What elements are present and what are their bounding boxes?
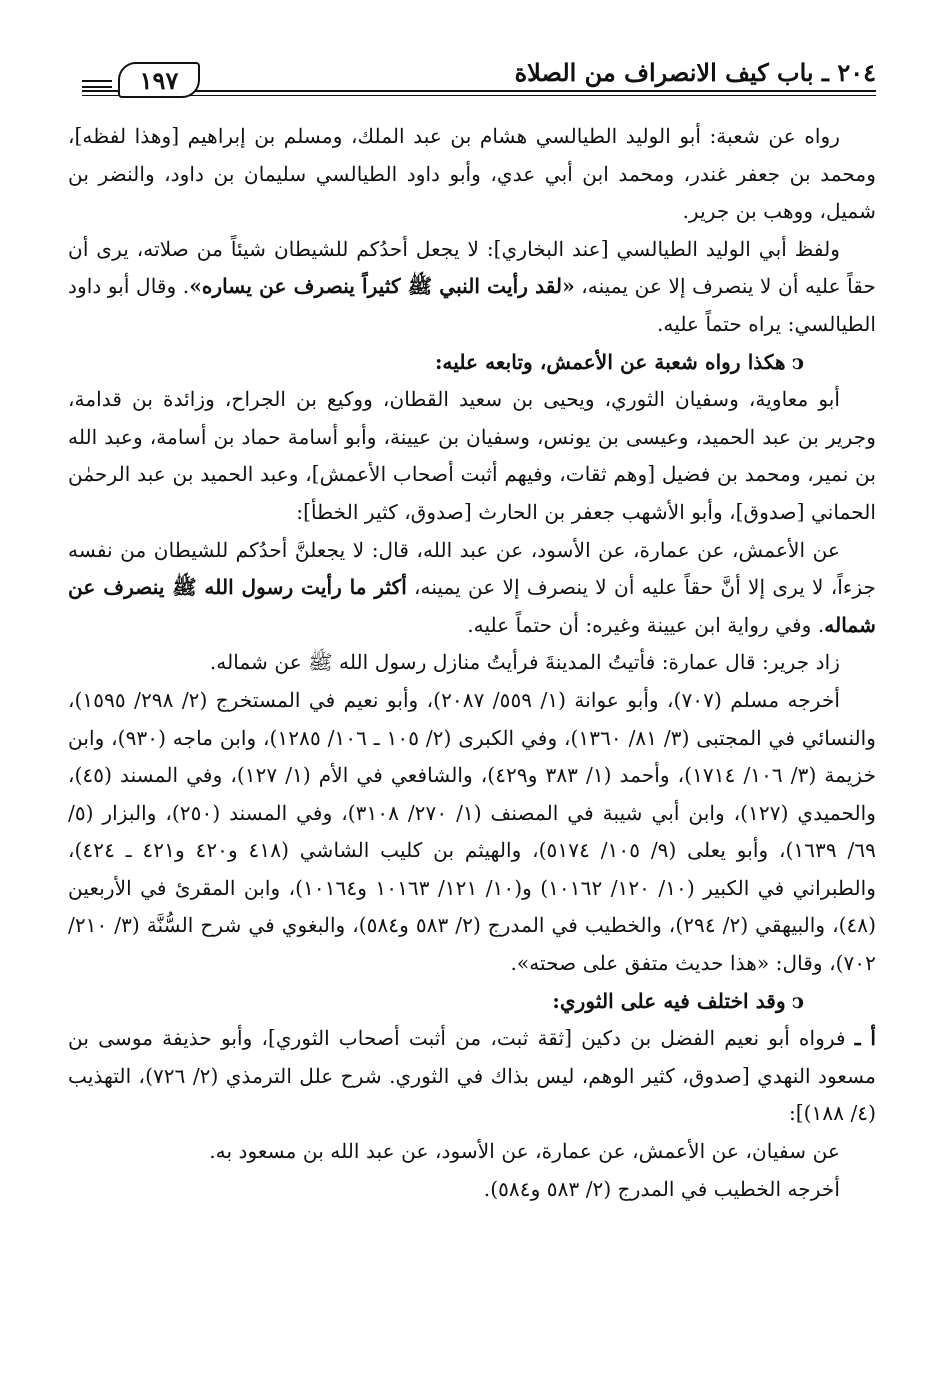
paragraph: أبو معاوية، وسفيان الثوري، ويحيى بن سعيد القطان، ووكيع بن الجراح، وزائدة بن قدامة، وجرير بن عبد الحميد، وعيسى بن يونس، وسفيان بن عيينة، وأبو أسامة حماد بن أسامة، وعبد الله بن نمير، ومحمد بن فضيل [وهم ثقات، وفيهم أثبت أصحاب الأعمش]، وعبد الحميد بن عبد الرحمٰن الحماني [صدوق]، وأبو الأشهب جعفر بن الحارث [صدوق، كثير الخطأ]: [68, 387, 876, 524]
bullet-icon: ↄ [791, 988, 804, 1013]
text-run: . وفي رواية ابن عيينة وغيره: أن حتماً عليه. [467, 612, 825, 637]
paragraph: زاد جرير: قال عمارة: فأتيتُ المدينةَ فرأيتُ منازل رسول الله ﷺ عن شماله. [209, 650, 840, 675]
paragraph [68, 1020, 876, 1133]
text-run: ولفظ أبي الوليد الطيالسي [عند البخاري]: لا يجعل أحدُكم للشيطان شيئاً من صلاته، يرى أن حقاً عليه أن لا ينصرف إلا عن يمينه، [68, 236, 876, 299]
paragraph [68, 231, 876, 344]
section-heading [68, 344, 876, 382]
ornament-line [82, 80, 112, 82]
item-label: أ ـ [854, 1026, 876, 1051]
text-run: فرواه أبو نعيم الفضل بن دكين [ثقة ثبت، من أثبت أصحاب الثوري]، وأبو حذيفة موسى بن مسعود النهدي [صدوق، كثير الوهم، ليس بذاك في الثوري. شرح علل الترمذي (٢/ ٧٢٦)، التهذيب (٤/ ١٨٨)]: [68, 1026, 876, 1126]
hadith-quote: أكثر ما رأيت رسول الله ﷺ ينصرف عن شماله [68, 575, 876, 637]
hadith-quote: «لقد رأيت النبي ﷺ كثيراً ينصرف عن يساره» [189, 274, 575, 299]
paragraph: رواه عن شعبة: أبو الوليد الطيالسي هشام بن عبد الملك، ومسلم بن إبراهيم [وهذا لفظه]، ومحمد بن جعفر غندر، ومحمد ابن أبي عدي، وأبو داود الطيالسي سليمان بن داود، والنضر بن شميل، ووهب بن جرير. [68, 124, 876, 224]
takhrij-paragraph: أخرجه مسلم (٧٠٧)، وأبو عوانة (١/ ٥٥٩/ ٢٠٨٧)، وأبو نعيم في المستخرج (٢/ ٢٩٨/ ١٥٩٥)، والنسائي في المجتبى (٣/ ٨١/ ١٣٦٠)، وفي الكبرى (٢/ ١٠٥ ـ ١٠٦/ ١٢٨٥)، وابن ماجه (٩٣٠)، وابن خزيمة (٣/ ١٠٦/ ١٧١٤)، وأحمد (١/ ٣٨٣ و٤٢٩)، والشافعي في الأم (١/ ١٢٧)، وفي المسند (٤٥)، والحميدي (١٢٧)، وابن أبي شيبة في المصنف (١/ ٢٧٠/ ٣١٠٨)، وفي المسند (٢٥٠)، والبزار (٥/ ٦٩/ ١٦٣٩)، وأبو يعلى (٩/ ١٠٥/ ٥١٧٤)، والهيثم بن كليب الشاشي (٤١٨ و٤٢٠ و٤٢١ ـ ٤٢٤)، والطبراني في الكبير (١٠/ ١٢٠/ ١٠١٦٢) و(١٠/ ١٢١/ ١٠١٦٣ و١٠١٦٤)، وابن المقرئ في الأربعين (٤٨)، والبيهقي (٢/ ٢٩٤)، والخطيب في المدرج (٢/ ٥٨٣ و٥٨٤)، والبغوي في شرح السُّنَّة (٣/ ٢١٠/ ٧٠٢)، وقال: «هذا حديث متفق على صحته». [68, 687, 877, 976]
page-number: ١٩٧ [118, 62, 200, 98]
page-header [82, 58, 876, 98]
heading-text: وقد اختلف فيه على الثوري: [552, 988, 786, 1013]
heading-text: هكذا رواه شعبة عن الأعمش، وتابعه عليه: [434, 349, 786, 374]
section-heading [68, 983, 876, 1021]
paragraph [68, 532, 876, 645]
paragraph: أخرجه الخطيب في المدرج (٢/ ٥٨٣ و٥٨٤). [483, 1176, 840, 1201]
page-number-box [82, 62, 232, 102]
chapter-title: ٢٠٤ ـ باب كيف الانصراف من الصلاة [514, 58, 876, 87]
text-run: . وقال أبو داود الطيالسي: يراه حتماً عليه. [68, 274, 876, 336]
paragraph: عن سفيان، عن الأعمش، عن عمارة، عن الأسود، عن عبد الله بن مسعود به. [209, 1139, 840, 1164]
page-body [68, 118, 876, 1208]
text-run: عن الأعمش، عن عمارة، عن الأسود، عن عبد الله، قال: لا يجعلنَّ أحدُكم للشيطان من نفسه جزءاً، لا يرى إلا أنَّ حقاً عليه أن لا ينصرف إلا عن يمينه، [68, 537, 876, 600]
bullet-icon: ↄ [791, 349, 804, 374]
ornament-line [82, 86, 112, 88]
